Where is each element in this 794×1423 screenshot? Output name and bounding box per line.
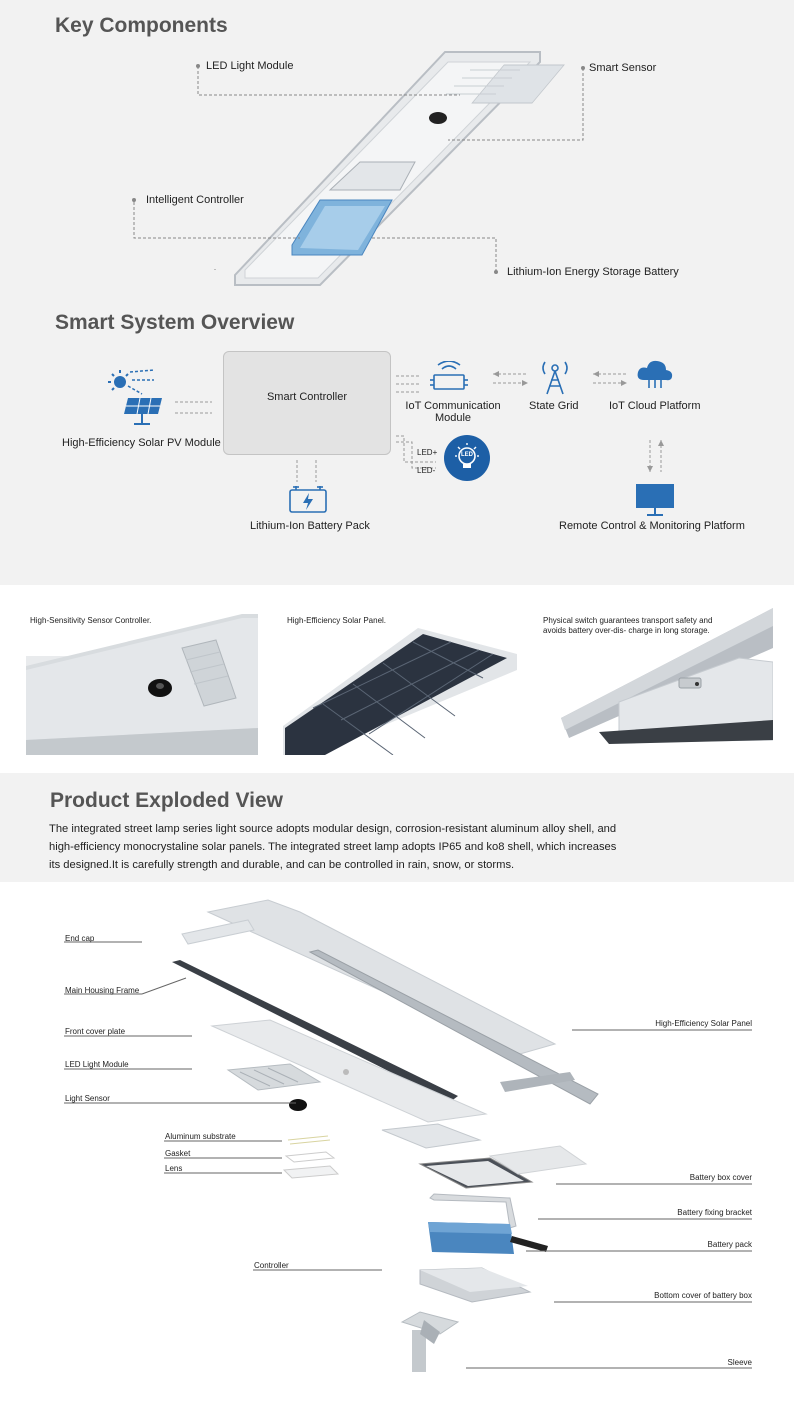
state-grid-icon <box>535 358 575 396</box>
label-remote: Remote Control & Monitoring Platform <box>559 520 745 532</box>
exploded-view-title: Product Exploded View <box>50 789 283 812</box>
feature-panel-sensor <box>26 608 258 755</box>
ev-label-main-housing: Main Housing Frame <box>65 986 140 995</box>
key-components-title: Key Components <box>55 14 228 37</box>
feature-caption-3: Physical switch guarantees transport safety and avoids battery over-dis- charge in long storage. <box>543 616 713 635</box>
led-icon-text: LED <box>461 452 473 458</box>
smart-controller-label: Smart Controller <box>266 391 348 403</box>
smart-controller-box <box>223 351 391 455</box>
label-cloud: IoT Cloud Platform <box>609 400 701 412</box>
ev-label-gasket: Gasket <box>165 1149 191 1158</box>
ev-label-battery-bracket: Battery fixing bracket <box>677 1208 752 1217</box>
label-solar-pv: High-Efficiency Solar PV Module <box>62 437 221 449</box>
led-minus-label: LED- <box>417 466 436 475</box>
ev-label-battery-pack: Battery pack <box>707 1240 752 1249</box>
ev-label-battery-box-cover: Battery box cover <box>689 1173 752 1182</box>
ev-label-bottom-cover: Bottom cover of battery box <box>654 1291 752 1300</box>
label-battery: Lithium-Ion Energy Storage Battery <box>507 266 679 278</box>
label-iot-comm: IoT Communication Module <box>405 400 501 424</box>
ev-label-end-cap: End cap <box>65 934 95 943</box>
monitor-icon <box>634 482 676 518</box>
label-led-light-module: LED Light Module <box>206 60 294 72</box>
feature-caption-1: High-Sensitivity Sensor Controller. <box>30 616 152 625</box>
led-plus-label: LED+ <box>417 448 438 457</box>
led-bulb-icon <box>444 435 490 481</box>
ev-label-front-cover: Front cover plate <box>65 1027 126 1036</box>
label-state-grid: State Grid <box>529 400 579 412</box>
battery-icon <box>287 484 329 514</box>
ev-label-light-sensor: Light Sensor <box>65 1094 110 1103</box>
label-intelligent-controller: Intelligent Controller <box>146 194 244 206</box>
feature-panel-solar <box>283 608 517 755</box>
feature-panel-switch <box>539 608 773 755</box>
cloud-icon <box>636 358 674 390</box>
ev-label-lens: Lens <box>165 1164 183 1173</box>
ev-label-sleeve: Sleeve <box>727 1358 752 1367</box>
exploded-view-description: The integrated street lamp series light source adopts modular design, corrosion-resistant aluminum alloy shell, and high-efficiency monocrystaline solar panels. The integrated street lamp adopts IP65 and ko8 shell, which increases its designed.It is carefully strength and durable, and can be controlled in rain, snow, or storms. <box>49 823 617 871</box>
ev-label-led-module: LED Light Module <box>65 1060 129 1069</box>
ev-label-solar-panel: High-Efficiency Solar Panel <box>655 1019 752 1028</box>
lamp-illustration <box>0 40 794 290</box>
label-smart-sensor: Smart Sensor <box>589 62 657 74</box>
ev-label-controller: Controller <box>254 1261 289 1270</box>
label-battery-pack: Lithium-Ion Battery Pack <box>250 520 370 532</box>
system-overview-title: Smart System Overview <box>55 311 295 334</box>
iot-module-icon <box>428 361 470 395</box>
feature-caption-2: High-Efficiency Solar Panel. <box>287 616 387 625</box>
exploded-illustration <box>0 882 794 1423</box>
ev-label-aluminum: Aluminum substrate <box>165 1132 236 1141</box>
